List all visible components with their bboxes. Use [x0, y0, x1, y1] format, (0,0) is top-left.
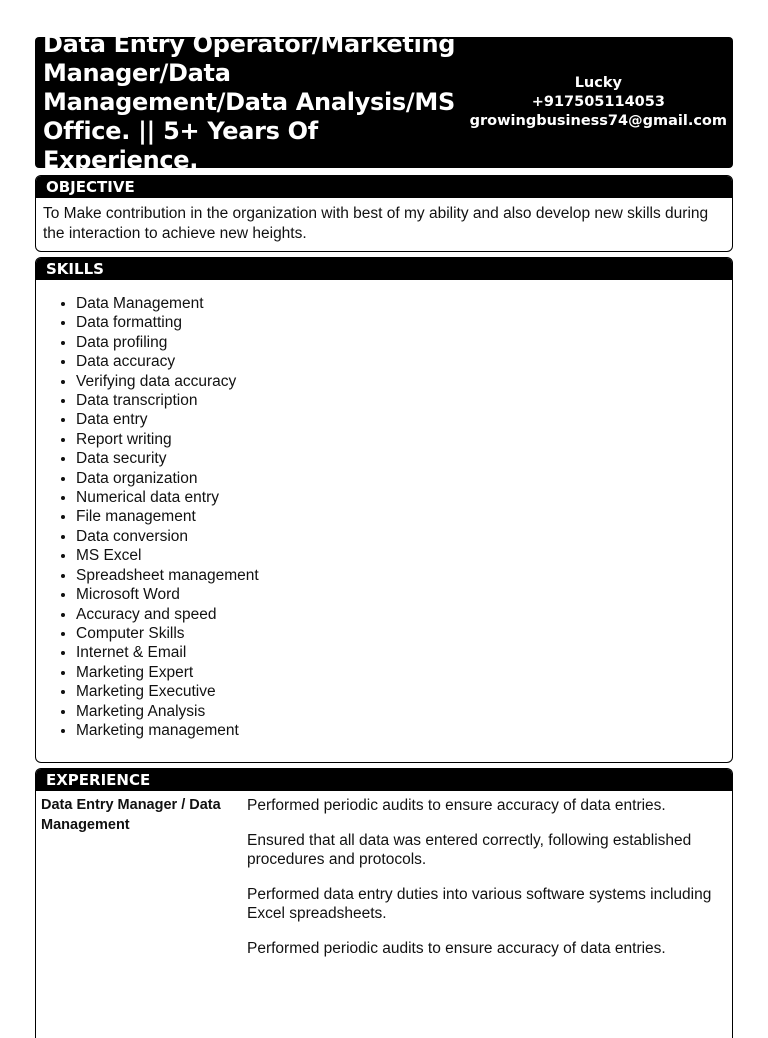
skill-item: • Data conversion [76, 527, 732, 546]
skill-item: • Spreadsheet management [76, 566, 732, 585]
experience-point: Performed periodic audits to ensure accuracy of data entries. [247, 797, 666, 814]
skill-item: • Internet & Email [76, 643, 732, 662]
resume-title: Data Entry Operator/Marketing Manager/Data Management/Data Analysis/MS Office. || 5+ Years Of Experience. [43, 30, 456, 174]
skill-item: • File management [76, 507, 732, 526]
skill-item: • Data formatting [76, 313, 732, 332]
skills-section [35, 257, 733, 763]
skills-heading: SKILLS [36, 258, 732, 280]
skill-item: • Data accuracy [76, 352, 732, 371]
contact-block [470, 74, 733, 131]
skill-item: • Computer Skills [76, 624, 732, 643]
skill-item: • Data Management [76, 294, 732, 313]
contact-email: growingbusiness74@gmail.com [469, 113, 727, 129]
contact-name: Lucky [574, 75, 622, 91]
skills-list [36, 280, 732, 740]
skill-item: • Marketing management [76, 721, 732, 740]
skill-item: • Data entry [76, 410, 732, 429]
experience-point: Performed data entry duties into various software systems including Excel spreadsheets. [247, 886, 712, 922]
resume-header [35, 30, 733, 174]
skill-item: • Numerical data entry [76, 488, 732, 507]
skill-item: • Data transcription [76, 391, 732, 410]
skill-item: • MS Excel [76, 546, 732, 565]
objective-heading: OBJECTIVE [36, 176, 732, 198]
skill-item: • Data profiling [76, 333, 732, 352]
skill-item: • Verifying data accuracy [76, 372, 732, 391]
skill-item: • Microsoft Word [76, 585, 732, 604]
experience-section [35, 768, 733, 1038]
objective-text: To Make contribution in the organization with best of my ability and also develop new skills during the interaction to achieve new heights. [43, 205, 709, 242]
experience-entry [36, 791, 732, 974]
skill-item: • Report writing [76, 430, 732, 449]
experience-points [247, 796, 727, 974]
skill-item: • Data security [76, 449, 732, 468]
experience-role: Data Entry Manager / Data Management [41, 797, 221, 833]
skill-item: • Accuracy and speed [76, 605, 732, 624]
skill-item: • Marketing Executive [76, 682, 732, 701]
skill-item: • Data organization [76, 469, 732, 488]
experience-point: Ensured that all data was entered correctly, following established procedures and protocols. [247, 832, 692, 868]
skill-item: • Marketing Analysis [76, 702, 732, 721]
experience-point: Performed periodic audits to ensure accuracy of data entries. [247, 940, 666, 957]
experience-heading: EXPERIENCE [36, 769, 732, 791]
objective-section [35, 175, 733, 252]
skill-item: • Marketing Expert [76, 663, 732, 682]
contact-phone: +917505114053 [531, 94, 665, 110]
